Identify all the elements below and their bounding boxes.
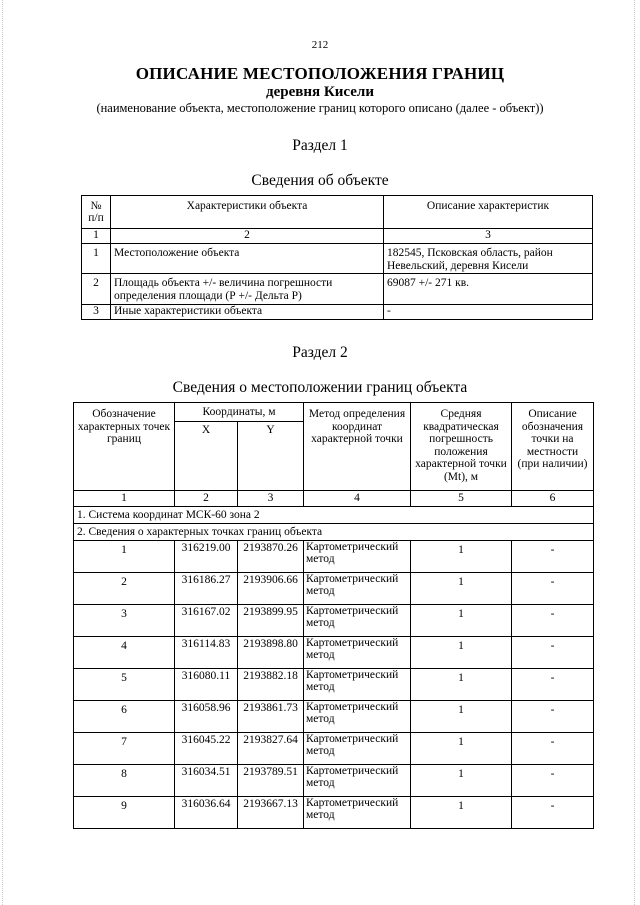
points-section-row: 2. Сведения о характерных точках границ объекта xyxy=(74,524,594,541)
point-number: 2 xyxy=(74,573,175,605)
document-subtitle: деревня Кисели xyxy=(266,84,374,100)
point-y: 2193827.64 xyxy=(238,733,304,765)
point-error: 1 xyxy=(411,541,512,573)
point-x: 316045.22 xyxy=(175,733,238,765)
header-num: № п/п xyxy=(82,196,111,229)
row-characteristic: Иные характеристики объекта xyxy=(111,305,384,320)
index-cell: 2 xyxy=(111,229,384,244)
row-description: 69087 +/- 271 кв. xyxy=(384,274,593,305)
point-x: 316114.83 xyxy=(175,637,238,669)
row-num: 1 xyxy=(82,244,111,274)
point-x: 316036.64 xyxy=(175,797,238,829)
point-note: - xyxy=(512,605,594,637)
point-x: 316219.00 xyxy=(175,541,238,573)
point-number: 9 xyxy=(74,797,175,829)
point-x: 316034.51 xyxy=(175,765,238,797)
header-note: Описание обозначения точки на местности (при наличии) xyxy=(512,403,594,491)
section2-table-title: Сведения о местоположении границ объекта xyxy=(172,379,468,396)
index-cell: 3 xyxy=(384,229,593,244)
point-number: 7 xyxy=(74,733,175,765)
point-number: 4 xyxy=(74,637,175,669)
point-error: 1 xyxy=(411,605,512,637)
point-x: 316167.02 xyxy=(175,605,238,637)
table-row xyxy=(74,637,594,669)
point-error: 1 xyxy=(411,637,512,669)
point-method: Картометрический метод xyxy=(304,797,411,829)
index-cell: 3 xyxy=(238,491,304,507)
scan-edge-right xyxy=(634,0,637,905)
row-num: 2 xyxy=(82,274,111,305)
table-row xyxy=(74,669,594,701)
point-number: 1 xyxy=(74,541,175,573)
point-y: 2193899.95 xyxy=(238,605,304,637)
point-method: Картометрический метод xyxy=(304,637,411,669)
header-coordinates: Координаты, м xyxy=(175,403,304,422)
point-note: - xyxy=(512,701,594,733)
point-error: 1 xyxy=(411,733,512,765)
point-error: 1 xyxy=(411,669,512,701)
point-x: 316058.96 xyxy=(175,701,238,733)
section2-heading: Раздел 2 xyxy=(292,344,348,361)
header-y: Y xyxy=(238,422,304,491)
point-note: - xyxy=(512,573,594,605)
row-characteristic: Площадь объекта +/- величина погрешности определения площади (Р +/- Дельта Р) xyxy=(111,274,384,305)
table-row xyxy=(82,274,593,305)
point-note: - xyxy=(512,765,594,797)
scan-edge-left xyxy=(2,0,5,905)
point-y: 2193667.13 xyxy=(238,797,304,829)
header-description: Описание характеристик xyxy=(384,196,593,229)
header-point-designation: Обозначение характерных точек границ xyxy=(74,403,175,491)
page-number: 212 xyxy=(311,39,329,51)
point-note: - xyxy=(512,541,594,573)
point-number: 5 xyxy=(74,669,175,701)
table-row xyxy=(74,605,594,637)
point-method: Картометрический метод xyxy=(304,605,411,637)
point-note: - xyxy=(512,669,594,701)
point-error: 1 xyxy=(411,701,512,733)
index-cell: 1 xyxy=(74,491,175,507)
point-note: - xyxy=(512,797,594,829)
index-cell: 6 xyxy=(512,491,594,507)
header-method: Метод определения координат характерной точки xyxy=(304,403,411,491)
point-error: 1 xyxy=(411,765,512,797)
table-row xyxy=(74,765,594,797)
table-row xyxy=(74,573,594,605)
table-row xyxy=(82,244,593,274)
point-note: - xyxy=(512,637,594,669)
point-method: Картометрический метод xyxy=(304,541,411,573)
point-y: 2193789.51 xyxy=(238,765,304,797)
point-y: 2193898.80 xyxy=(238,637,304,669)
table-row xyxy=(74,701,594,733)
document-title: ОПИСАНИЕ МЕСТОПОЛОЖЕНИЯ ГРАНИЦ xyxy=(135,64,505,83)
point-y: 2193861.73 xyxy=(238,701,304,733)
coordinate-system-row: 1. Система координат МСК-60 зона 2 xyxy=(74,507,594,524)
point-y: 2193906.66 xyxy=(238,573,304,605)
boundary-points-table xyxy=(73,402,594,829)
section1-heading: Раздел 1 xyxy=(292,137,348,154)
point-method: Картометрический метод xyxy=(304,573,411,605)
row-description: - xyxy=(384,305,593,320)
point-method: Картометрический метод xyxy=(304,733,411,765)
header-error: Средняя квадратическая погрешность положения характерной точки (Mt), м xyxy=(411,403,512,491)
table-row xyxy=(74,797,594,829)
point-number: 8 xyxy=(74,765,175,797)
row-description: 182545, Псковская область, район Невельский, деревня Кисели xyxy=(384,244,593,274)
point-x: 316080.11 xyxy=(175,669,238,701)
point-note: - xyxy=(512,733,594,765)
points-body xyxy=(74,541,594,829)
point-error: 1 xyxy=(411,797,512,829)
point-y: 2193870.26 xyxy=(238,541,304,573)
row-num: 3 xyxy=(82,305,111,320)
table-row xyxy=(74,541,594,573)
header-characteristic: Характеристики объекта xyxy=(111,196,384,229)
index-cell: 4 xyxy=(304,491,411,507)
table-row xyxy=(74,733,594,765)
point-method: Картометрический метод xyxy=(304,701,411,733)
row-characteristic: Местоположение объекта xyxy=(111,244,384,274)
index-cell: 5 xyxy=(411,491,512,507)
point-method: Картометрический метод xyxy=(304,765,411,797)
point-y: 2193882.18 xyxy=(238,669,304,701)
point-method: Картометрический метод xyxy=(304,669,411,701)
point-number: 6 xyxy=(74,701,175,733)
point-number: 3 xyxy=(74,605,175,637)
document-description: (наименование объекта, местоположение границ которого описано (далее - объект)) xyxy=(96,101,544,115)
object-info-table xyxy=(81,195,593,320)
table-row xyxy=(82,305,593,320)
header-x: X xyxy=(175,422,238,491)
point-error: 1 xyxy=(411,573,512,605)
point-x: 316186.27 xyxy=(175,573,238,605)
index-cell: 2 xyxy=(175,491,238,507)
section1-table-title: Сведения об объекте xyxy=(251,172,389,189)
index-cell: 1 xyxy=(82,229,111,244)
